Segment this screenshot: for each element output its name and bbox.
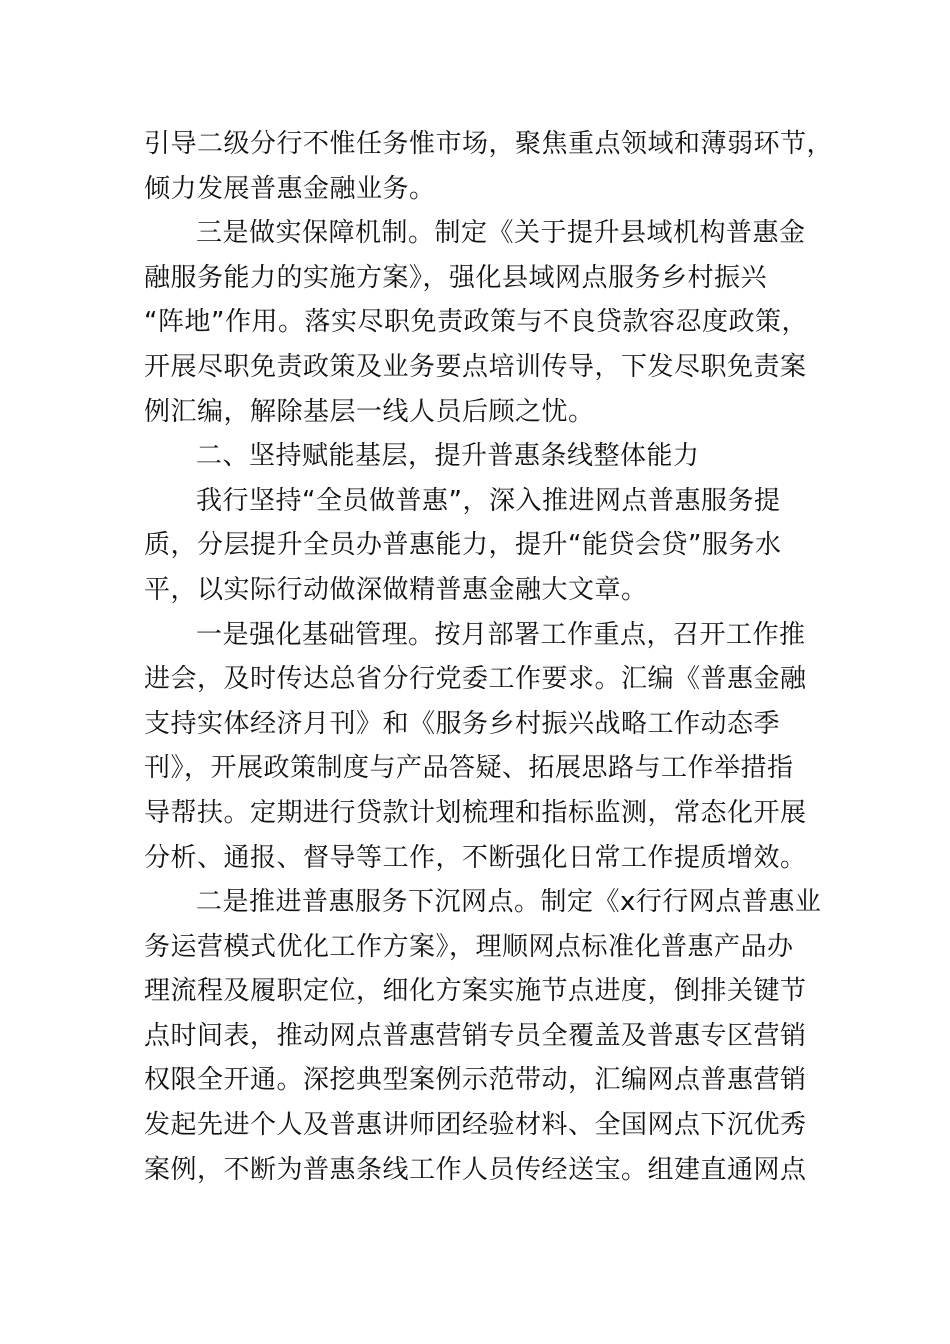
text-line: 倾力发展普惠金融业务。	[144, 173, 436, 204]
text-line: 发起先进个人及普惠讲师团经验材料、全国网点下沉优秀	[144, 1110, 807, 1141]
text-line: 导帮扶。定期进行贷款计划梳理和指标监测，常态化开展	[144, 797, 807, 828]
paragraph-first-line: 二、坚持赋能基层，提升普惠条线整体能力	[196, 441, 700, 472]
paragraph-first-line: 二是推进普惠服务下沉网点。制定《x行行网点普惠业	[196, 887, 822, 918]
body-text	[144, 122, 834, 1192]
text-line: 点时间表，推动网点普惠营销专员全覆盖及普惠专区营销	[144, 1020, 807, 1051]
paragraph-first-line: 我行坚持“全员做普惠”，深入推进网点普惠服务提	[196, 485, 781, 516]
text-line: 融服务能力的实施方案》，强化县域网点服务乡村振兴	[144, 262, 768, 293]
paragraph-first-line: 三是做实保障机制。制定《关于提升县域机构普惠金	[196, 218, 806, 249]
text-line: “阵地”作用。落实尽职免责政策与不良贷款容忍度政策，	[144, 307, 808, 338]
text-line: 理流程及履职定位，细化方案实施节点进度，倒排关键节	[144, 976, 807, 1007]
text-line: 分析、通报、督导等工作，不断强化日常工作提质增效。	[144, 842, 807, 873]
text-line: 务运营模式优化工作方案》，理顺网点标准化普惠产品办	[144, 931, 794, 962]
text-line: 例汇编，解除基层一线人员后顾之忧。	[144, 396, 595, 427]
text-line: 权限全开通。深挖典型案例示范带动，汇编网点普惠营销	[144, 1065, 807, 1096]
text-line: 质，分层提升全员办普惠能力，提升“能贷会贷”服务水	[144, 530, 782, 561]
text-line: 开展尽职免责政策及业务要点培训传导，下发尽职免责案	[144, 351, 807, 382]
text-line: 进会，及时传达总省分行党委工作要求。汇编《普惠金融	[144, 664, 807, 695]
paragraph-first-line: 一是强化基础管理。按月部署工作重点，召开工作推	[196, 619, 806, 650]
text-line: 平，以实际行动做深做精普惠金融大文章。	[144, 574, 648, 605]
text-line: 引导二级分行不惟任务惟市场，聚焦重点领域和薄弱环节，	[144, 129, 834, 159]
text-line: 支持实体经济月刊》和《服务乡村振兴战略工作动态季	[144, 708, 781, 739]
text-line: 刊》，开展政策制度与产品答疑、拓展思路与工作举措指	[144, 753, 794, 784]
text-line: 案例，不断为普惠条线工作人员传经送宝。组建直通网点	[144, 1154, 807, 1185]
